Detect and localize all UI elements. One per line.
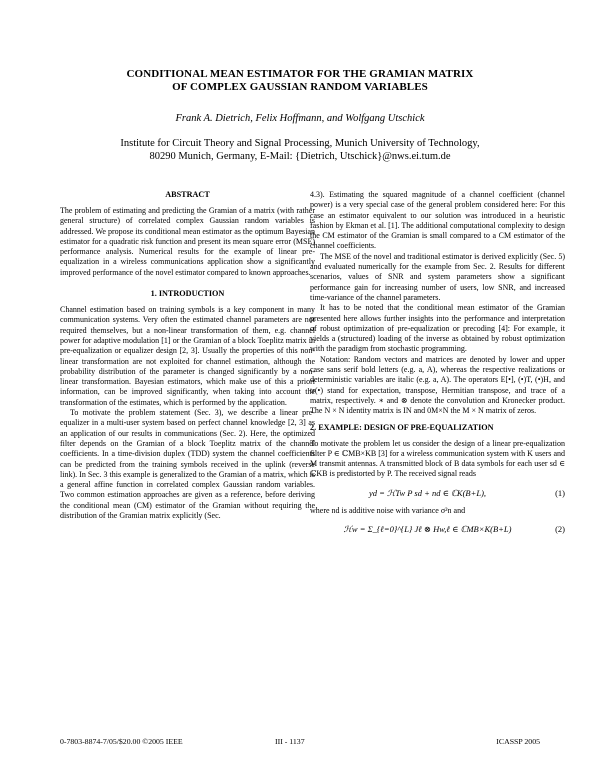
equation-1 <box>310 482 565 504</box>
intro-paragraph-1: Channel estimation based on training symbols is a key component in many communication systems. Very often the estimated channel parameters are not required themselves, but a non-linear transformation of them, e.g. channel power for adaptive modulation [1] or the Gramian of a block Toeplitz matrix in pre-equalization or equalizer design [2, 3]. Usually the properties of this non-linear transformation are not exploited for channel estimation, although the probability distribution of the parameter is changed significantly by a non-linear transformation. Bayesian estimators, which make use of this a priori information, can be improved significantly, when taking into account the transformation of the estimates, which is performed by the application. <box>60 305 315 407</box>
right-column <box>310 190 565 542</box>
title-line-1: CONDITIONAL MEAN ESTIMATOR FOR THE GRAMIAN MATRIX <box>126 68 474 80</box>
intro-paragraph-2: To motivate the problem statement (Sec. 3), we describe a linear pre-equalizer in a multi-user system based on perfect channel knowledge [2, 3] as an application of our results in communications (Sec. 2). Here, the optimized filter depends on the Gramian of a block Toeplitz matrix of the channel coefficients. In a time-division duplex (TDD) system the channel coefficients can be predicted from the training symbols received in the uplink (reverse link). In Sec. 3 this example is generalized to the Gramian of a matrix, which is a general affine function in correlated complex Gaussian random variables. Two common estimation approaches are given as a reference, before deriving the conditional mean (CM) estimator of the Gramian without requiring the distribution of the Gramian matrix explicitly (Sec. <box>60 408 315 521</box>
right-paragraph-3: It has to be noted that the conditional mean estimator of the Gramian presented here allows further insights into the performance and interpretation of robust optimization of pre-equalization or precoding [4]: For example, it yields a (structured) loading of the inverse as obtained by robust optimization with the paradigm from stochastic programming. <box>310 303 565 354</box>
notation-paragraph: Notation: Random vectors and matrices are denoted by lower and upper case sans serif bold letters (e.g. a, A), whereas the respective realizations or deterministic variables are italic (e.g. a, A). The operators E[•], (•)T, (•)H, and tr(•) stand for expectation, transpose, Hermitian transpose, and trace of a matrix, respectively. ∗ and ⊗ denote the convolution and Kronecker product. The N × N identity matrix is IN and 0M×N the M × N matrix of zeros. <box>310 354 565 416</box>
footer-copyright: 0-7803-8874-7/05/$20.00 ©2005 IEEE <box>60 737 183 746</box>
right-paragraph-2: The MSE of the novel and traditional estimator is derived explicitly (Sec. 5) and evaluated numerically for the example from Sec. 2. Results for different scenarios, values of SNR and system parameters show a significant performance gain for increasing number of users, low SNR, and increased time-variance of the channel parameters. <box>310 251 565 302</box>
section-2-paragraph-1: To motivate the problem let us consider the design of a linear pre-equalization filter P ∈ ℂMB×KB [3] for a wireless communication system with K users and M transmit antennas. A transmitted block of B data symbols for each user sd ∈ ℂKB is predistorted by P. The received signal reads <box>310 438 565 479</box>
section-2-paragraph-2: where nd is additive noise with variance σ²n and <box>310 505 466 515</box>
right-paragraph-1: 4.3). Estimating the squared magnitude of a channel coefficient (channel power) is a very special case of the general problem considered here: For this case an estimator equivalent to our solution was introduced in a heuristic fashion by Ekman et al. [1]. The additional computational complexity to design the CM estimator of the Gramian is small compared to a CM estimator of the channel coefficients. <box>310 190 565 251</box>
section-2-heading: 2. EXAMPLE: DESIGN OF PRE-EQUALIZATION <box>310 422 494 432</box>
title-line-2: OF COMPLEX GAUSSIAN RANDOM VARIABLES <box>172 81 428 93</box>
paper-title <box>60 68 540 94</box>
equation-2-number: (2) <box>555 523 565 534</box>
page-footer <box>60 736 540 748</box>
affiliation <box>60 137 540 163</box>
equation-2-body: ℋw = Σ_{ℓ=0}^{L} Jℓ ⊗ Hw,ℓ ∈ ℂMB×K(B+L) <box>343 523 512 534</box>
left-column <box>60 190 315 521</box>
footer-conference: ICASSP 2005 <box>496 737 540 746</box>
footer-page-number: III - 1137 <box>275 737 305 746</box>
introduction-heading: 1. INTRODUCTION <box>150 289 225 299</box>
equation-1-body: yd = ℋTw P sd + nd ∈ ℂK(B+L), <box>368 487 487 498</box>
affiliation-line-2: 80290 Munich, Germany, E-Mail: {Dietrich, Utschick}@nws.ei.tum.de <box>149 151 451 162</box>
equation-2 <box>310 518 565 540</box>
abstract-heading: ABSTRACT <box>165 190 210 199</box>
affiliation-line-1: Institute for Circuit Theory and Signal Processing, Munich University of Technology, <box>120 138 480 149</box>
equation-1-number: (1) <box>555 487 565 498</box>
abstract-text: The problem of estimating and predicting the Gramian of a matrix (with rather general structure) of correlated complex Gaussian random variables is addressed. We propose its conditional mean estimator as the optimum Bayesian estimator for a quadratic risk function and present its mean square error (MSE) performance analysis. Numerical results for the example of linear pre-equalization in a wireless communications application show a significantly improved performance of the novel estimator compared to known approaches. <box>60 206 315 277</box>
author-list: Frank A. Dietrich, Felix Hoffmann, and Wolfgang Utschick <box>175 113 425 124</box>
